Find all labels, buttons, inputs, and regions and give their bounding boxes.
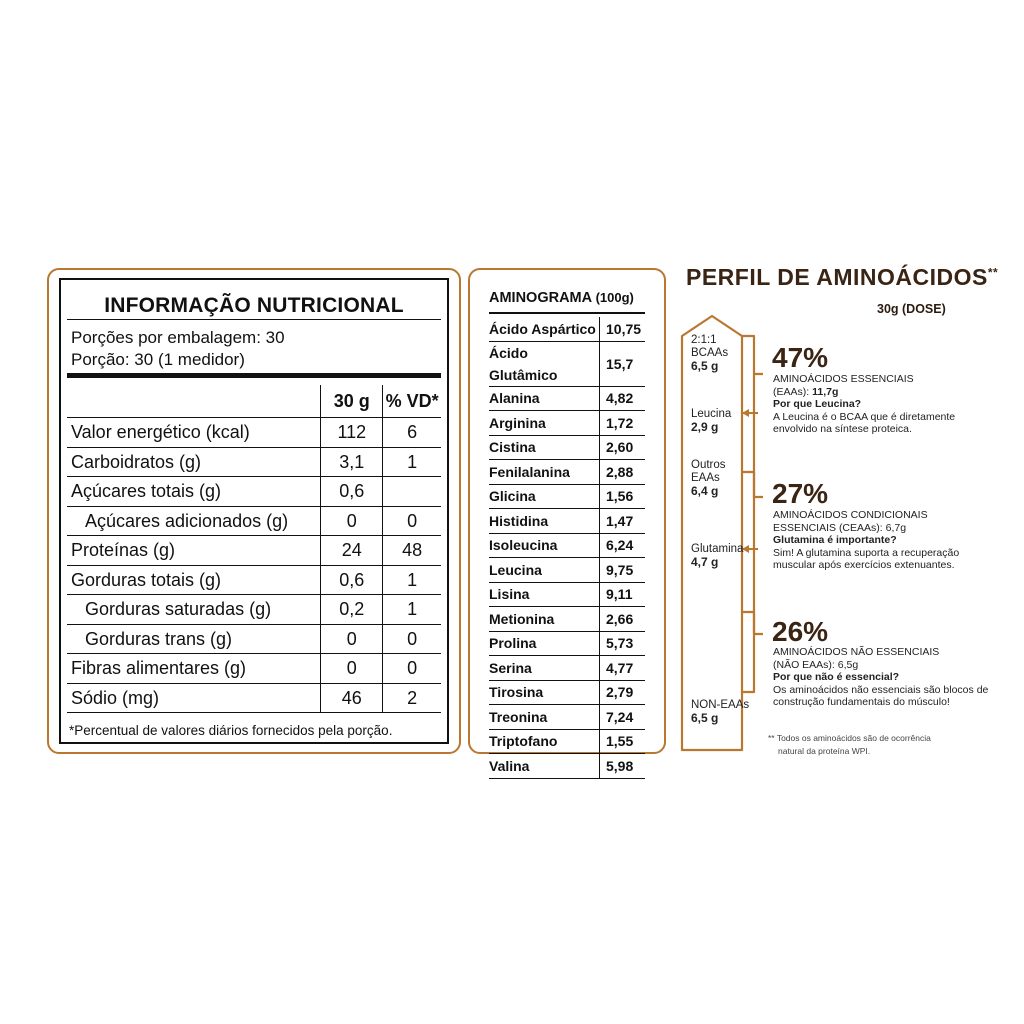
table-row [489, 533, 645, 558]
serving-size: Porção: 30 (1 medidor) [71, 350, 245, 369]
arrow-leucine-line [742, 412, 758, 414]
section-27-question: Glutamina é importante? [773, 534, 897, 546]
amino-name: Tirosina [489, 680, 600, 705]
bcaa-ratio: 2:1:1 [691, 334, 717, 346]
amino-name: Leucina [489, 558, 600, 583]
amino-name: Triptofano [489, 729, 600, 754]
row-amount: 24 [321, 536, 383, 566]
amino-value: 15,7 [600, 341, 646, 386]
connector-spine [742, 374, 754, 692]
table-row [67, 418, 441, 448]
section-26-pct: 26% [772, 616, 829, 647]
row-dv: 0 [383, 506, 441, 536]
amino-name: Prolina [489, 631, 600, 656]
nutrition-title: INFORMAÇÃO NUTRICIONAL [104, 294, 404, 317]
table-header-row [67, 385, 441, 418]
section-47-line2 [773, 386, 993, 399]
table-row [489, 341, 645, 386]
section-26-text [773, 646, 993, 709]
row-amount: 0 [321, 654, 383, 684]
amino-name: Fenilalanina [489, 460, 600, 485]
section-47-line2-bold: 11,7g [812, 385, 839, 398]
profile-title-text: PERFIL DE AMINOÁCIDOS [686, 264, 988, 290]
table-row [489, 705, 645, 730]
section-26-question: Por que não é essencial? [773, 671, 900, 683]
glutamine-label [691, 543, 743, 570]
amino-name: Glicina [489, 484, 600, 509]
row-dv: 48 [383, 536, 441, 566]
amino-value: 1,56 [600, 484, 646, 509]
section-27-text [773, 509, 993, 572]
profile-shape [682, 316, 742, 750]
aminogram-table [489, 317, 645, 779]
table-row [489, 729, 645, 754]
glutamine-name: Glutamina [691, 543, 744, 555]
row-amount: 0,6 [321, 477, 383, 507]
arrow-icons [742, 409, 758, 553]
table-row [67, 654, 441, 684]
non-eaa-value: 6,5 g [691, 711, 719, 725]
row-label: Carboidratos (g) [67, 447, 321, 477]
amino-name: Alanina [489, 386, 600, 411]
section-27-line2: ESSENCIAIS (CEAAs): 6,7g [773, 521, 907, 534]
amino-name: Ácido Aspártico [489, 317, 600, 341]
other-eaa-label [691, 459, 726, 499]
table-row [489, 558, 645, 583]
row-dv: 1 [383, 447, 441, 477]
amino-name: Arginina [489, 411, 600, 436]
row-dv: 2 [383, 683, 441, 713]
connector-26 [742, 612, 763, 634]
table-row [67, 565, 441, 595]
profile-footnote [768, 732, 931, 758]
section-47-text [773, 373, 993, 436]
section-26-answer: Os aminoácidos não essenciais são blocos de construção fundamentais do músculo! [773, 683, 989, 708]
connector-27 [742, 472, 763, 497]
amino-value: 6,24 [600, 533, 646, 558]
table-row [489, 317, 645, 341]
row-label: Sódio (mg) [67, 683, 321, 713]
row-label: Gorduras saturadas (g) [67, 595, 321, 625]
row-dv: 1 [383, 595, 441, 625]
row-amount: 0 [321, 506, 383, 536]
amino-name: Ácido Glutâmico [489, 341, 600, 386]
nutrition-facts-box [59, 278, 449, 744]
amino-name: Cistina [489, 435, 600, 460]
table-row [67, 683, 441, 713]
aminogram-title [489, 290, 634, 306]
bcaa-value: 6,5 g [691, 359, 719, 373]
non-eaa-name: NON-EAAs [691, 699, 750, 711]
table-row [67, 536, 441, 566]
row-amount: 0,2 [321, 595, 383, 625]
amino-value: 2,79 [600, 680, 646, 705]
row-label: Proteínas (g) [67, 536, 321, 566]
nutrition-frame [47, 268, 461, 754]
bcaa-label [691, 334, 728, 374]
table-row [489, 411, 645, 436]
header-amount: 30 g [321, 385, 383, 418]
row-label: Açúcares adicionados (g) [67, 506, 321, 536]
amino-value: 7,24 [600, 705, 646, 730]
thick-divider [67, 373, 441, 378]
table-row [489, 631, 645, 656]
table-row [489, 386, 645, 411]
amino-name: Serina [489, 656, 600, 681]
table-row [489, 509, 645, 534]
amino-value: 2,66 [600, 607, 646, 632]
other-name-1: Outros [691, 459, 726, 471]
table-row [67, 624, 441, 654]
other-name-2: EAAs [691, 472, 720, 484]
header-empty-cell [67, 385, 321, 418]
profile-footnote-line1: ** Todos os aminoácidos são de ocorrência [768, 733, 931, 743]
aminogram-divider [489, 312, 645, 314]
amino-name: Treonina [489, 705, 600, 730]
profile-dose: 30g (DOSE) [877, 302, 946, 316]
non-eaa-label [691, 699, 749, 726]
row-dv: 0 [383, 624, 441, 654]
table-row [489, 680, 645, 705]
amino-name: Histidina [489, 509, 600, 534]
row-label: Açúcares totais (g) [67, 477, 321, 507]
row-dv: 0 [383, 654, 441, 684]
leucine-name: Leucina [691, 408, 732, 420]
other-value: 6,4 g [691, 484, 719, 498]
row-amount: 0,6 [321, 565, 383, 595]
table-row [489, 460, 645, 485]
amino-value: 4,77 [600, 656, 646, 681]
section-47-answer: A Leucina é o BCAA que é diretamente envolvido na síntese proteica. [773, 410, 956, 435]
row-label: Gorduras trans (g) [67, 624, 321, 654]
section-27-answer: Sim! A glutamina suporta a recuperação muscular após exercícios extenuantes. [773, 546, 960, 571]
section-26-line2: (NÃO EAAs): 6,5g [773, 658, 859, 671]
row-amount: 0 [321, 624, 383, 654]
leucine-value: 2,9 g [691, 420, 719, 434]
leucine-label [691, 408, 731, 435]
amino-name: Metionina [489, 607, 600, 632]
aminogram-unit: (100g) [595, 290, 634, 305]
table-row [67, 477, 441, 507]
section-27-line1: AMINOÁCIDOS CONDICIONAIS [773, 509, 928, 521]
aminogram-title-text: AMINOGRAMA [489, 290, 592, 306]
table-row [489, 435, 645, 460]
amino-value: 2,60 [600, 435, 646, 460]
profile-title [686, 264, 998, 291]
amino-name: Isoleucina [489, 533, 600, 558]
connector-47 [742, 336, 763, 374]
profile-outline [682, 316, 763, 750]
section-47-question: Por que Leucina? [773, 398, 862, 410]
title-divider [67, 319, 441, 320]
table-row [489, 607, 645, 632]
section-26-line1: AMINOÁCIDOS NÃO ESSENCIAIS [773, 646, 940, 658]
amino-value: 4,82 [600, 386, 646, 411]
profile-diagram [678, 312, 778, 752]
amino-value: 1,55 [600, 729, 646, 754]
table-row [489, 484, 645, 509]
nutrition-footnote: *Percentual de valores diários fornecidos pela porção. [69, 723, 393, 738]
amino-value: 9,75 [600, 558, 646, 583]
row-dv [383, 477, 441, 507]
row-amount: 112 [321, 418, 383, 448]
amino-value: 10,75 [600, 317, 646, 341]
amino-name: Lisina [489, 582, 600, 607]
glutamine-value: 4,7 g [691, 555, 719, 569]
amino-value: 1,72 [600, 411, 646, 436]
table-row [489, 754, 645, 779]
amino-value: 5,73 [600, 631, 646, 656]
nutrition-table [67, 385, 441, 713]
aminogram-frame [468, 268, 666, 774]
amino-value: 1,47 [600, 509, 646, 534]
section-27-pct: 27% [772, 478, 829, 509]
amino-name: Valina [489, 754, 600, 779]
bcaa-name: BCAAs [691, 347, 729, 359]
header-daily-value: % VD* [383, 385, 441, 418]
row-dv: 6 [383, 418, 441, 448]
row-amount: 46 [321, 683, 383, 713]
profile-title-mark: ** [987, 265, 999, 280]
section-47-line2-text: (EAAs): [773, 385, 813, 398]
table-row [67, 595, 441, 625]
section-47-pct: 47% [772, 342, 829, 373]
row-label: Valor energético (kcal) [67, 418, 321, 448]
row-label: Gorduras totais (g) [67, 565, 321, 595]
table-row [489, 656, 645, 681]
row-dv: 1 [383, 565, 441, 595]
amino-value: 5,98 [600, 754, 646, 779]
profile-footnote-line2: natural da proteína WPI. [778, 746, 871, 756]
amino-value: 9,11 [600, 582, 646, 607]
table-row [489, 582, 645, 607]
table-row [67, 506, 441, 536]
amino-value: 2,88 [600, 460, 646, 485]
servings-per-package: Porções por embalagem: 30 [71, 328, 285, 347]
table-row [67, 447, 441, 477]
section-47-line1: AMINOÁCIDOS ESSENCIAIS [773, 373, 914, 385]
row-label: Fibras alimentares (g) [67, 654, 321, 684]
arrow-glutamine-line [742, 548, 758, 550]
row-amount: 3,1 [321, 447, 383, 477]
